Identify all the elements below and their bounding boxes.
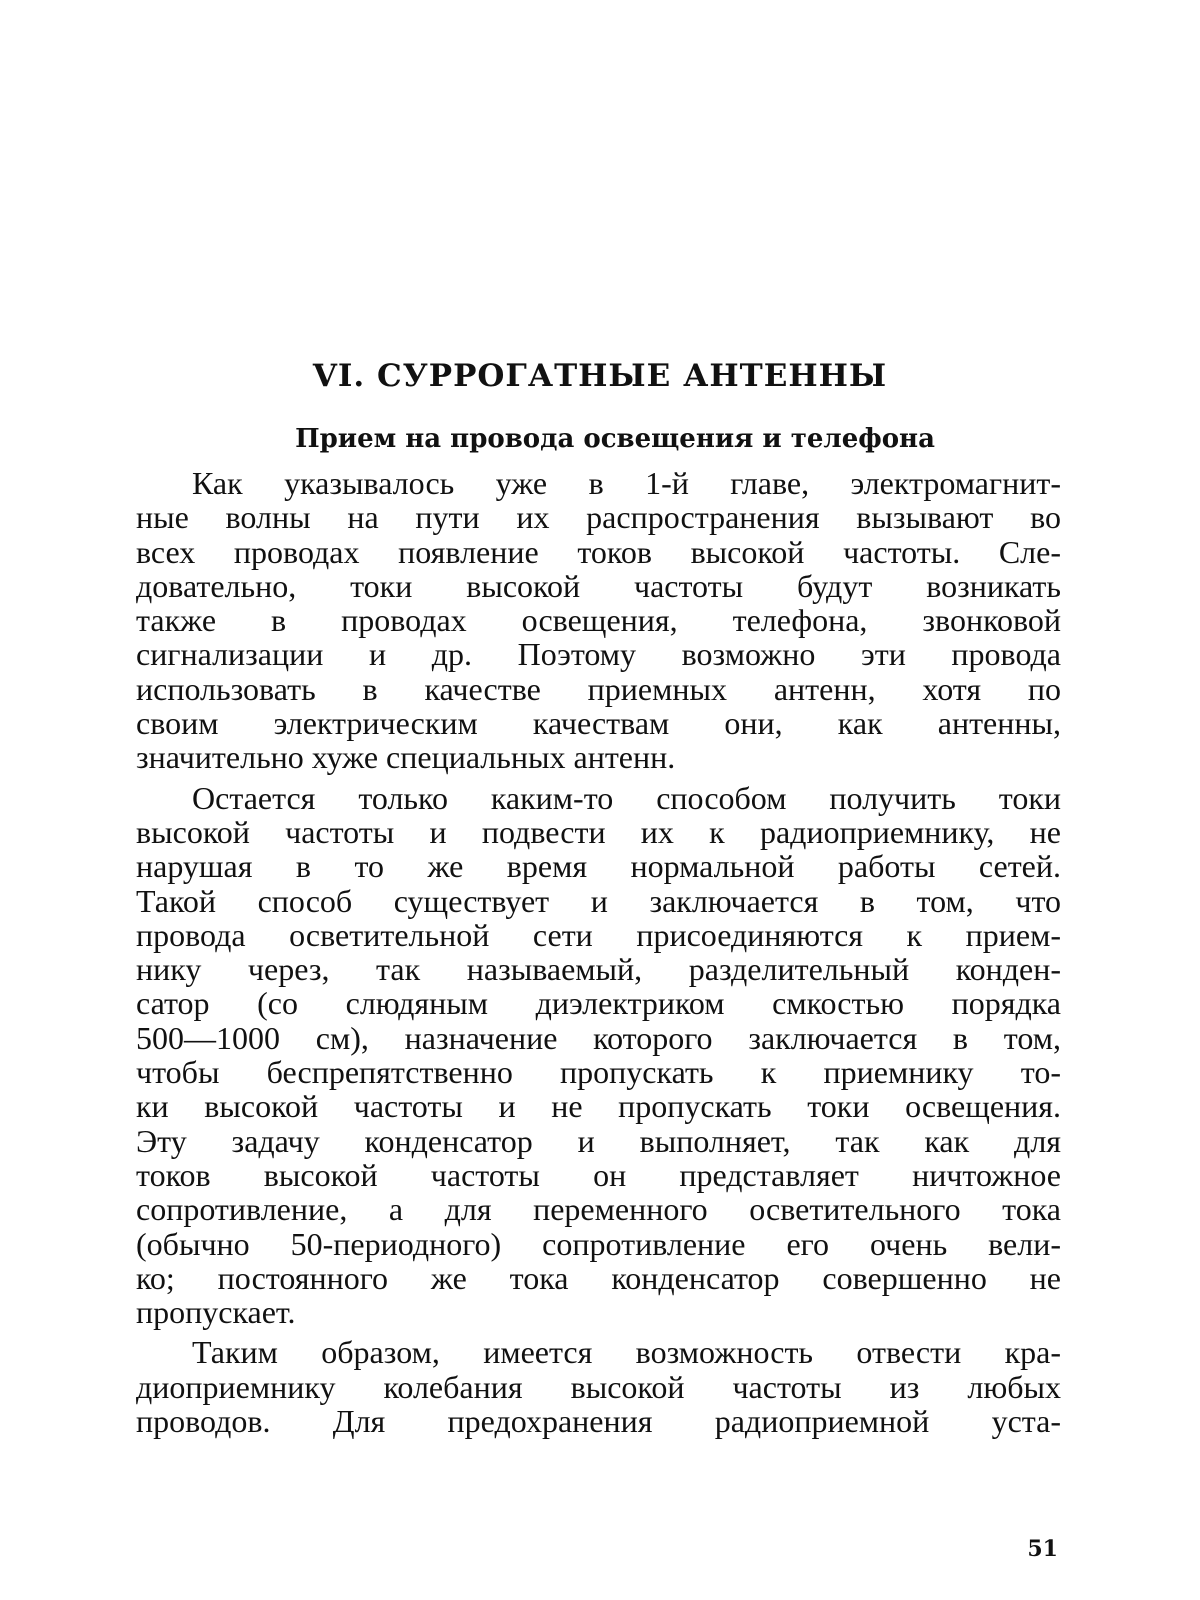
body-text (136, 466, 1061, 1444)
text-line: ки высокой частоты и не пропускать токи освещения. (136, 1088, 1061, 1125)
text-line: сигнализации и др. Поэтому возможно эти провода (136, 636, 1061, 673)
section-title: Прием на провода освещения и телефона (295, 424, 935, 454)
text-line: Как указывалось уже в 1-й главе, электромагнит- (192, 465, 1061, 501)
text-line: сатор (со слюдяным диэлектриком смкостью порядка (136, 985, 1061, 1022)
text-line: Такой способ существует и заключается в том, что (136, 882, 1061, 919)
text-line: сопротивление, а для переменного осветительного тока (136, 1191, 1061, 1228)
text-line: (обычно 50-периодного) сопротивление его очень вели- (136, 1225, 1061, 1262)
text-line: Эту задачу конденсатор и выполняет, так как для (136, 1122, 1061, 1159)
text-line: высокой частоты и подвести их к радиоприемнику, не (136, 813, 1061, 850)
text-line: нику через, так называемый, разделительный конден- (136, 951, 1061, 988)
text-line: своим электрическим качествам они, как антенны, (136, 705, 1061, 742)
text-line: использовать в качестве приемных антенн, хотя по (136, 670, 1061, 707)
text-line: Таким образом, имеется возможность отвести кра- (192, 1334, 1061, 1371)
text-line: проводов. Для предохранения радиоприемной уста- (136, 1403, 1061, 1440)
page-number: 51 (1027, 1536, 1058, 1562)
text-line: всех проводах появление токов высокой частоты. Сле- (136, 533, 1061, 570)
text-line: 500—1000 см), назначение которого заключается в том, (136, 1019, 1061, 1056)
text-line: пропускает. (136, 1294, 296, 1331)
text-line: значительно хуже специальных антенн. (136, 739, 676, 776)
paragraph (136, 466, 1061, 775)
paragraph (136, 1335, 1061, 1438)
paragraph (136, 781, 1061, 1330)
text-line: также в проводах освещения, телефона, звонковой (136, 602, 1061, 639)
text-line: ные волны на пути их распространения вызывают во (136, 499, 1061, 536)
text-line: Остается только каким-то способом получить токи (192, 779, 1061, 816)
text-line: токов высокой частоты он представляет ничтожное (136, 1156, 1061, 1193)
text-line: ко; постоянного же тока конденсатор совершенно не (136, 1259, 1061, 1296)
text-line: нарушая в то же время нормальной работы сетей. (136, 848, 1061, 885)
text-line: чтобы беспрепятственно пропускать к приемнику то- (136, 1054, 1061, 1091)
text-line: диоприемнику колебания высокой частоты из любых (136, 1368, 1061, 1405)
text-line: довательно, токи высокой частоты будут возникать (136, 567, 1061, 604)
text-line: провода осветительной сети присоединяются к прием- (136, 916, 1061, 953)
chapter-title: VI. СУРРОГАТНЫЕ АНТЕННЫ (312, 358, 888, 394)
